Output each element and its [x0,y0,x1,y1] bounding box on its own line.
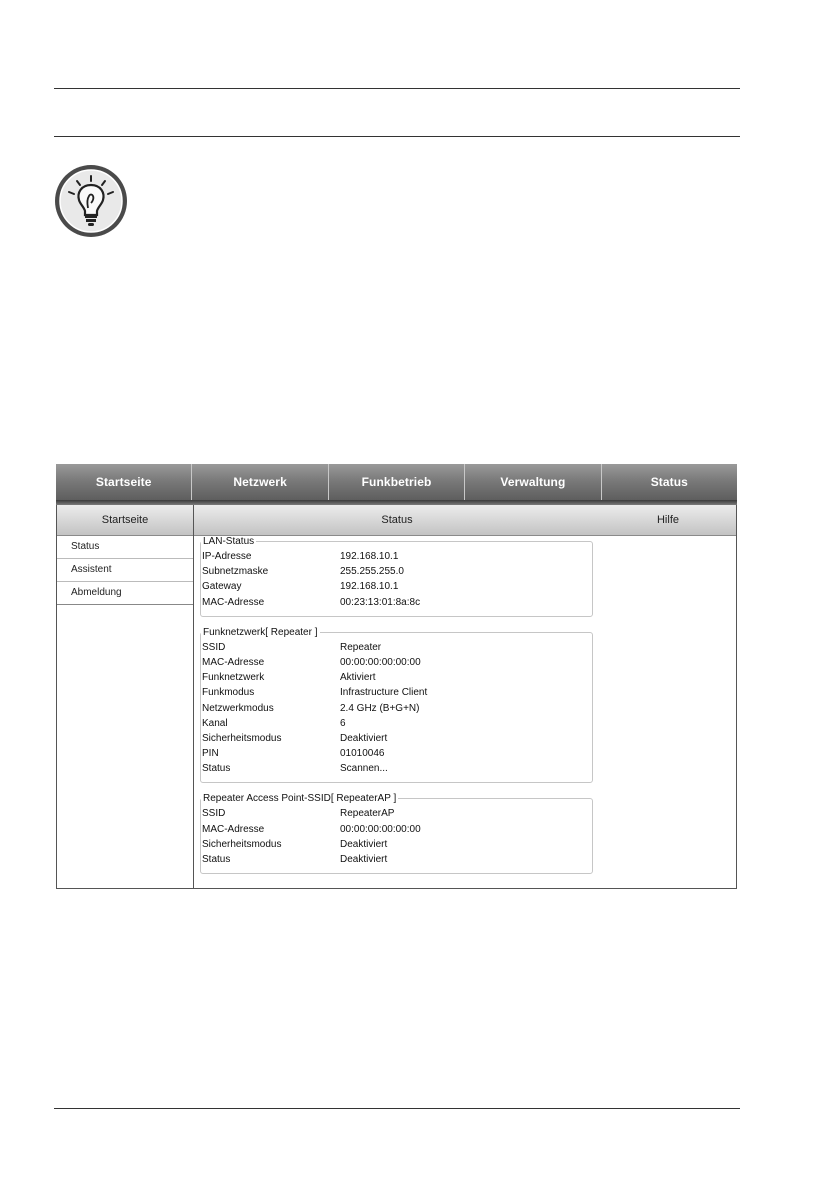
wireless-key: Sicherheitsmodus [202,732,282,744]
sidebar-item-status[interactable]: Status [57,536,193,559]
lan-status-title: LAN-Status [203,536,255,547]
wireless-network-title: Funknetzwerk[ Repeater ] [203,626,318,638]
ap-value: Deaktiviert [340,854,388,865]
ap-key: MAC-Adresse [202,823,265,835]
wireless-key: Status [202,763,231,775]
lan-status-group [200,536,593,617]
top-rule [54,88,740,89]
section-rule [54,136,740,137]
wireless-key: Funkmodus [202,687,255,699]
lan-value: 255.255.255.0 [340,566,404,578]
wireless-row [201,746,592,761]
wireless-value: 01010046 [340,748,385,760]
wireless-value: Aktiviert [340,672,376,684]
sidebar-item-assistent[interactable]: Assistent [57,559,193,582]
ap-row [201,822,592,837]
lan-key: Gateway [202,581,242,593]
wireless-network-group [200,627,593,784]
wireless-key: Kanal [202,717,228,729]
help-panel [600,505,737,889]
wireless-row [201,655,592,670]
wireless-row [201,640,592,655]
ap-row [201,837,592,852]
wireless-key: SSID [202,641,226,653]
ap-value: 00:00:00:00:00:00 [340,823,421,835]
ap-row [201,806,592,821]
tab-startseite[interactable]: Startseite [56,464,192,500]
wireless-key: Funknetzwerk [202,672,265,684]
wireless-row [201,731,592,746]
lan-row [201,579,592,594]
lan-value: 192.168.10.1 [340,551,399,562]
lan-key: IP-Adresse [202,551,252,562]
wireless-value: 6 [340,717,346,729]
ap-key: Status [202,854,231,865]
wireless-row [201,761,592,776]
ap-value: RepeaterAP [340,808,395,820]
wireless-key: MAC-Adresse [202,656,265,668]
ap-key: SSID [202,808,226,820]
tab-funkbetrieb[interactable]: Funkbetrieb [329,464,465,500]
ap-key: Sicherheitsmodus [202,838,282,850]
left-sidebar-header: Startseite [57,505,193,536]
repeater-ap-group [200,793,593,874]
main-panel-header: Status [194,505,600,536]
ap-value: Deaktiviert [340,838,388,850]
left-sidebar [56,505,193,889]
wireless-key: PIN [202,748,219,760]
tab-verwaltung[interactable]: Verwaltung [465,464,601,500]
tab-netzwerk[interactable]: Netzwerk [192,464,328,500]
sidebar-item-abmeldung[interactable]: Abmeldung [57,582,193,605]
tab-status[interactable]: Status [650,475,688,489]
wireless-row [201,701,592,716]
router-web-ui [56,464,737,888]
lan-key: Subnetzmaske [202,566,269,578]
wireless-value: Infrastructure Client [340,687,428,699]
repeater-ap-title: Repeater Access Point-SSID[ RepeaterAP ] [203,793,397,805]
main-status-panel [193,505,601,889]
lan-row [201,595,592,610]
wireless-row [201,670,592,685]
wireless-row [201,685,592,700]
lan-value: 00:23:13:01:8a:8c [340,596,421,608]
lan-row [201,564,592,579]
wireless-value: Scannen... [340,763,388,775]
wireless-value: 00:00:00:00:00:00 [340,656,421,668]
wireless-value: Deaktiviert [340,732,388,744]
wireless-key: Netzwerkmodus [202,702,274,714]
lightbulb-icon [53,163,129,239]
bottom-rule [54,1108,740,1109]
wireless-value: Repeater [340,641,382,653]
wireless-value: 2.4 GHz (B+G+N) [340,702,420,714]
top-navigation [56,464,737,500]
lan-row [201,549,592,564]
lan-value: 192.168.10.1 [340,581,399,593]
lan-key: MAC-Adresse [202,596,265,608]
wireless-row [201,716,592,731]
ap-row [201,852,592,867]
help-panel-header: Hilfe [600,505,736,536]
